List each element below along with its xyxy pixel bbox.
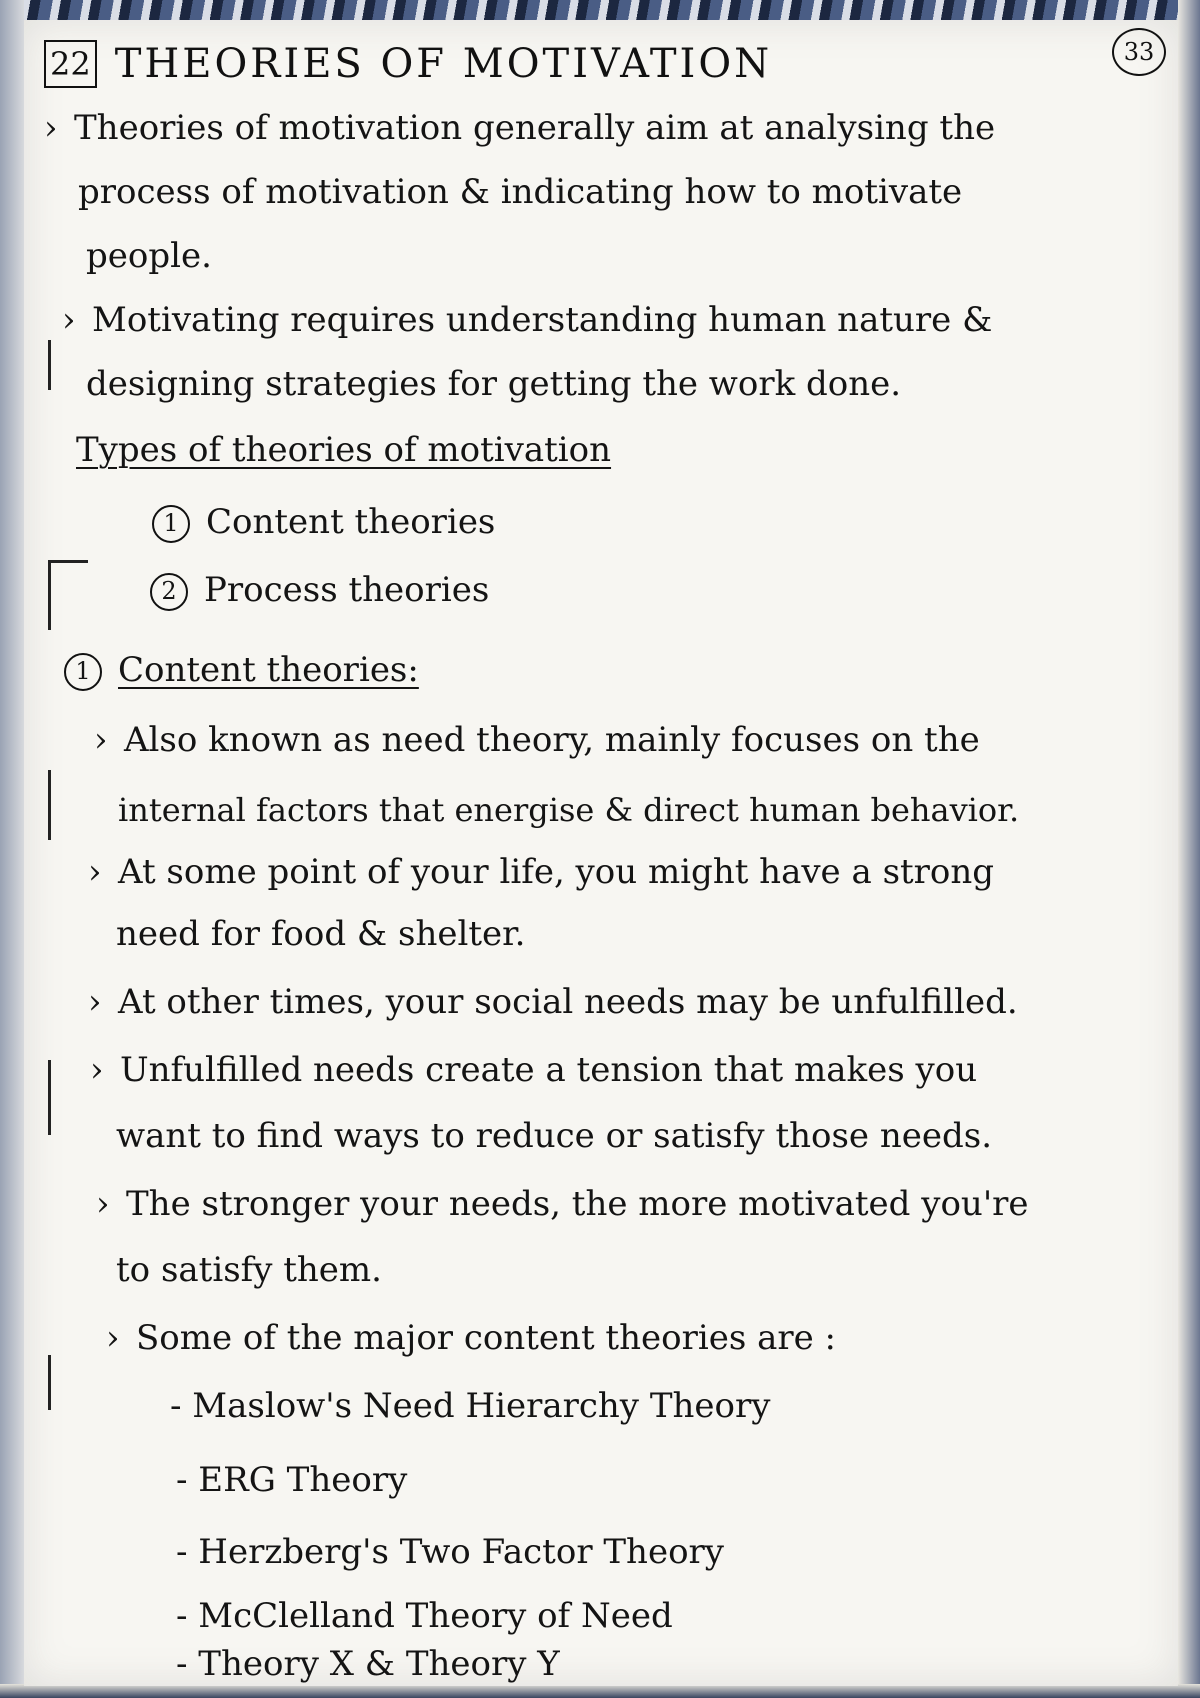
text-line: › Also known as need theory, mainly focuses on the: [124, 720, 980, 760]
list-item-label: Process theories: [204, 570, 490, 610]
list-item: - ERG Theory: [176, 1460, 408, 1500]
page-number: 33: [1112, 28, 1166, 76]
text-line: want to find ways to reduce or satisfy those needs.: [116, 1116, 993, 1156]
list-item-label: Herzberg's Two Factor Theory: [198, 1532, 725, 1572]
margin-mark: [48, 560, 88, 563]
page-title: THEORIES OF MOTIVATION: [114, 41, 773, 87]
photo-background-bottom: [0, 1684, 1200, 1698]
text-line: › Some of the major content theories are :: [136, 1318, 836, 1358]
photo-background-right: [1178, 0, 1200, 1698]
text-line: to satisfy them.: [116, 1250, 382, 1290]
list-item: [152, 502, 495, 543]
text-line: need for food & shelter.: [116, 914, 526, 954]
list-item: - Theory X & Theory Y: [176, 1644, 560, 1684]
margin-mark: [48, 1060, 51, 1135]
list-item: - McClelland Theory of Need: [176, 1596, 673, 1636]
margin-mark: [48, 340, 51, 390]
list-item-label: McClelland Theory of Need: [198, 1596, 673, 1636]
list-item: - Herzberg's Two Factor Theory: [176, 1532, 725, 1572]
text-line: › Theories of motivation generally aim at analysing the: [74, 108, 995, 148]
content-heading: [64, 650, 419, 691]
text-line: › The stronger your needs, the more motivated you're: [126, 1184, 1029, 1224]
list-item: [150, 570, 489, 611]
text-line: › At other times, your social needs may be unfulfilled.: [118, 982, 1018, 1022]
list-item-label: Theory X & Theory Y: [198, 1644, 560, 1684]
text-line: designing strategies for getting the work done.: [86, 364, 902, 404]
text-line: › Unfulfilled needs create a tension that makes you: [120, 1050, 977, 1090]
margin-mark: [48, 1355, 51, 1410]
text-line: people.: [86, 236, 212, 276]
text-line: › Motivating requires understanding human nature &: [92, 300, 992, 340]
list-item-label: ERG Theory: [198, 1460, 408, 1500]
text-line: › At some point of your life, you might have a strong: [118, 852, 994, 892]
heading-number: 1: [64, 653, 102, 691]
margin-mark: [48, 770, 51, 840]
types-heading: Types of theories of motivation: [76, 430, 612, 470]
heading-label: Content theories:: [118, 650, 419, 690]
list-item: - Maslow's Need Hierarchy Theory: [170, 1386, 771, 1426]
section-number: 22: [44, 40, 97, 88]
list-number: 1: [152, 505, 190, 543]
list-number: 2: [150, 573, 188, 611]
photo-background-left: [0, 0, 24, 1698]
section-header: [44, 40, 772, 88]
text-line: process of motivation & indicating how to motivate: [78, 172, 963, 212]
text-line: internal factors that energise & direct human behavior.: [118, 791, 1020, 829]
margin-mark: [48, 560, 51, 630]
list-item-label: Content theories: [206, 502, 496, 542]
list-item-label: Maslow's Need Hierarchy Theory: [192, 1386, 771, 1426]
